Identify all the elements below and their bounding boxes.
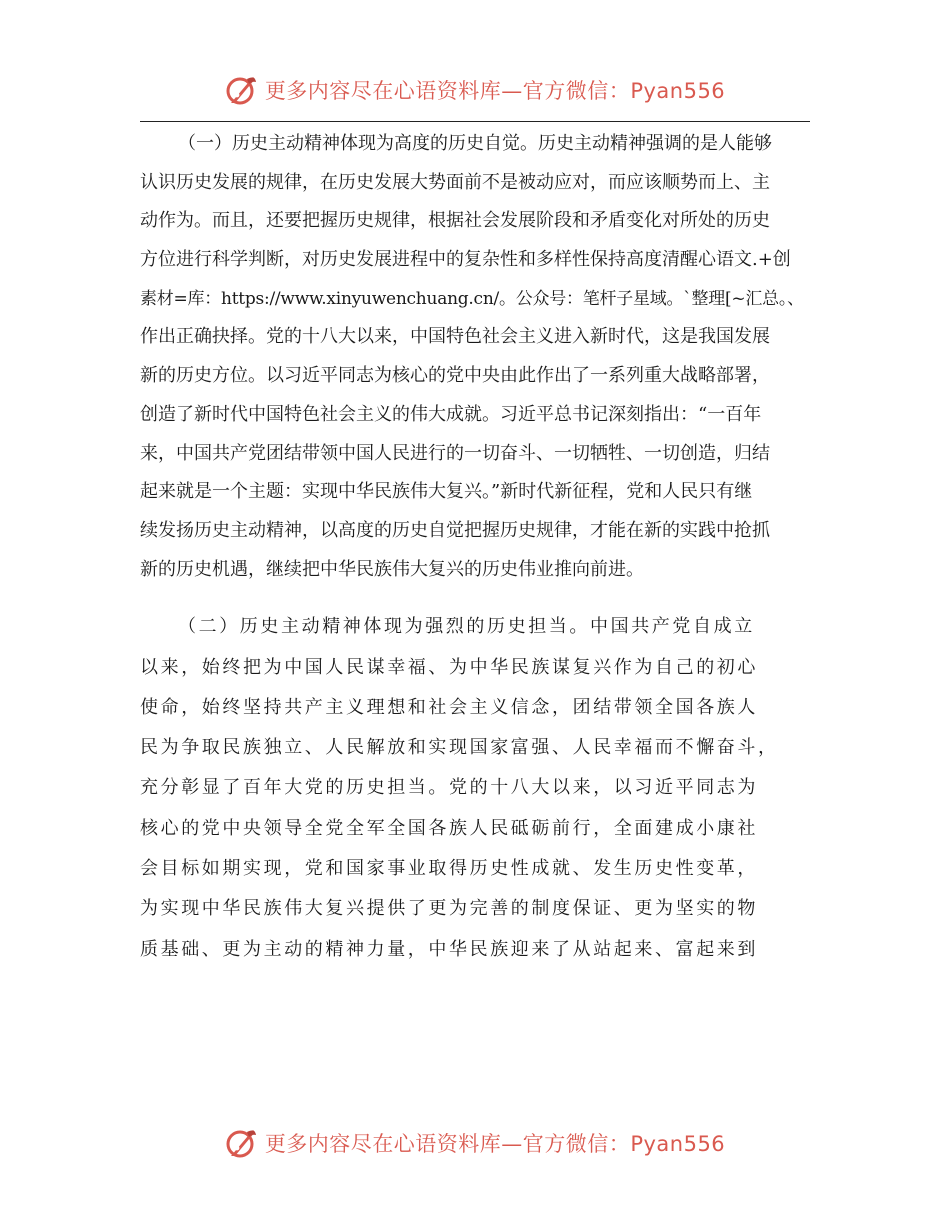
text-line: 新的历史机遇，继续把中华民族伟大复兴的历史伟业推向前进。 (140, 558, 644, 580)
text-line: 创造了新时代中国特色社会主义的伟大成就。习近平总书记深刻指出：“一百年 (140, 403, 762, 425)
text-line: 为实现中华民族伟大复兴提供了更为完善的制度保证、更为坚实的物 (140, 898, 758, 920)
text-line: 会目标如期实现，党和国家事业取得历史性成就、发生历史性变革， (140, 858, 758, 880)
banner-wechat-id: Pyan556 (630, 1132, 726, 1156)
text-line: 充分彰显了百年大党的历史担当。党的十八大以来，以习近平同志为 (140, 777, 758, 799)
header-rule (140, 121, 810, 122)
document-body (140, 125, 810, 970)
footer-banner (0, 1123, 950, 1163)
text-line: 来，中国共产党团结带领中国人民进行的一切奋斗、一切牺牲、一切创造，归结 (140, 442, 770, 464)
text-line: 质基础、更为主动的精神力量，中华民族迎来了从站起来、富起来到 (140, 938, 758, 960)
paragraph-2 (140, 607, 810, 970)
text-line: 动作为。而且，还要把握历史规律，根据社会发展阶段和矛盾变化对所处的历史 (140, 210, 770, 232)
text-line: 民为争取民族独立、人民解放和实现国家富强、人民幸福而不懈奋斗， (140, 737, 779, 759)
text-line: 起来就是一个主题：实现中华民族伟大复兴。”新时代新征程，党和人民只有继 (140, 481, 753, 503)
banner-wechat-id: Pyan556 (630, 79, 726, 103)
text-line: 方位进行科学判断，对历史发展进程中的复杂性和多样性保持高度清醒心语文.+创 (140, 249, 791, 271)
text-line: 续发扬历史主动精神，以高度的历史自觉把握历史规律，才能在新的实践中抢抓 (140, 519, 770, 541)
banner-text: 更多内容尽在心语资料库—官方微信： (264, 1132, 631, 1156)
text-line: 新的历史方位。以习近平同志为核心的党中央由此作出了一系列重大战略部署， (140, 365, 770, 387)
header-banner (0, 70, 950, 110)
text-line: 认识历史发展的规律，在历史发展大势面前不是被动应对，而应该顺势而上、主 (140, 171, 770, 193)
paragraph-1 (140, 125, 810, 589)
text-line: 核心的党中央领导全党全军全国各族人民砥砺前行，全面建成小康社 (140, 817, 758, 839)
banner-text: 更多内容尽在心语资料库—官方微信： (264, 79, 631, 103)
text-line: 使命，始终坚持共产主义理想和社会主义信念，团结带领全国各族人 (140, 696, 758, 718)
text-line-with-link: 素材=库：https://www.xinyuwenchuang.cn/。公众号：笔杆子星域。`整理[~汇总。、 (140, 288, 804, 309)
text-line: 以来，始终把为中国人民谋幸福、为中华民族谋复兴作为自己的初心 (140, 656, 758, 678)
quill-pen-logo-icon (225, 1126, 259, 1160)
text-line: 作出正确抉择。党的十八大以来，中国特色社会主义进入新时代，这是我国发展 (140, 326, 770, 348)
quill-pen-logo-icon (225, 73, 259, 107)
text-line: （一）历史主动精神体现为高度的历史自觉。历史主动精神强调的是人能够 (178, 133, 772, 154)
text-line: （二）历史主动精神体现为强烈的历史担当。中国共产党自成立 (178, 616, 755, 638)
